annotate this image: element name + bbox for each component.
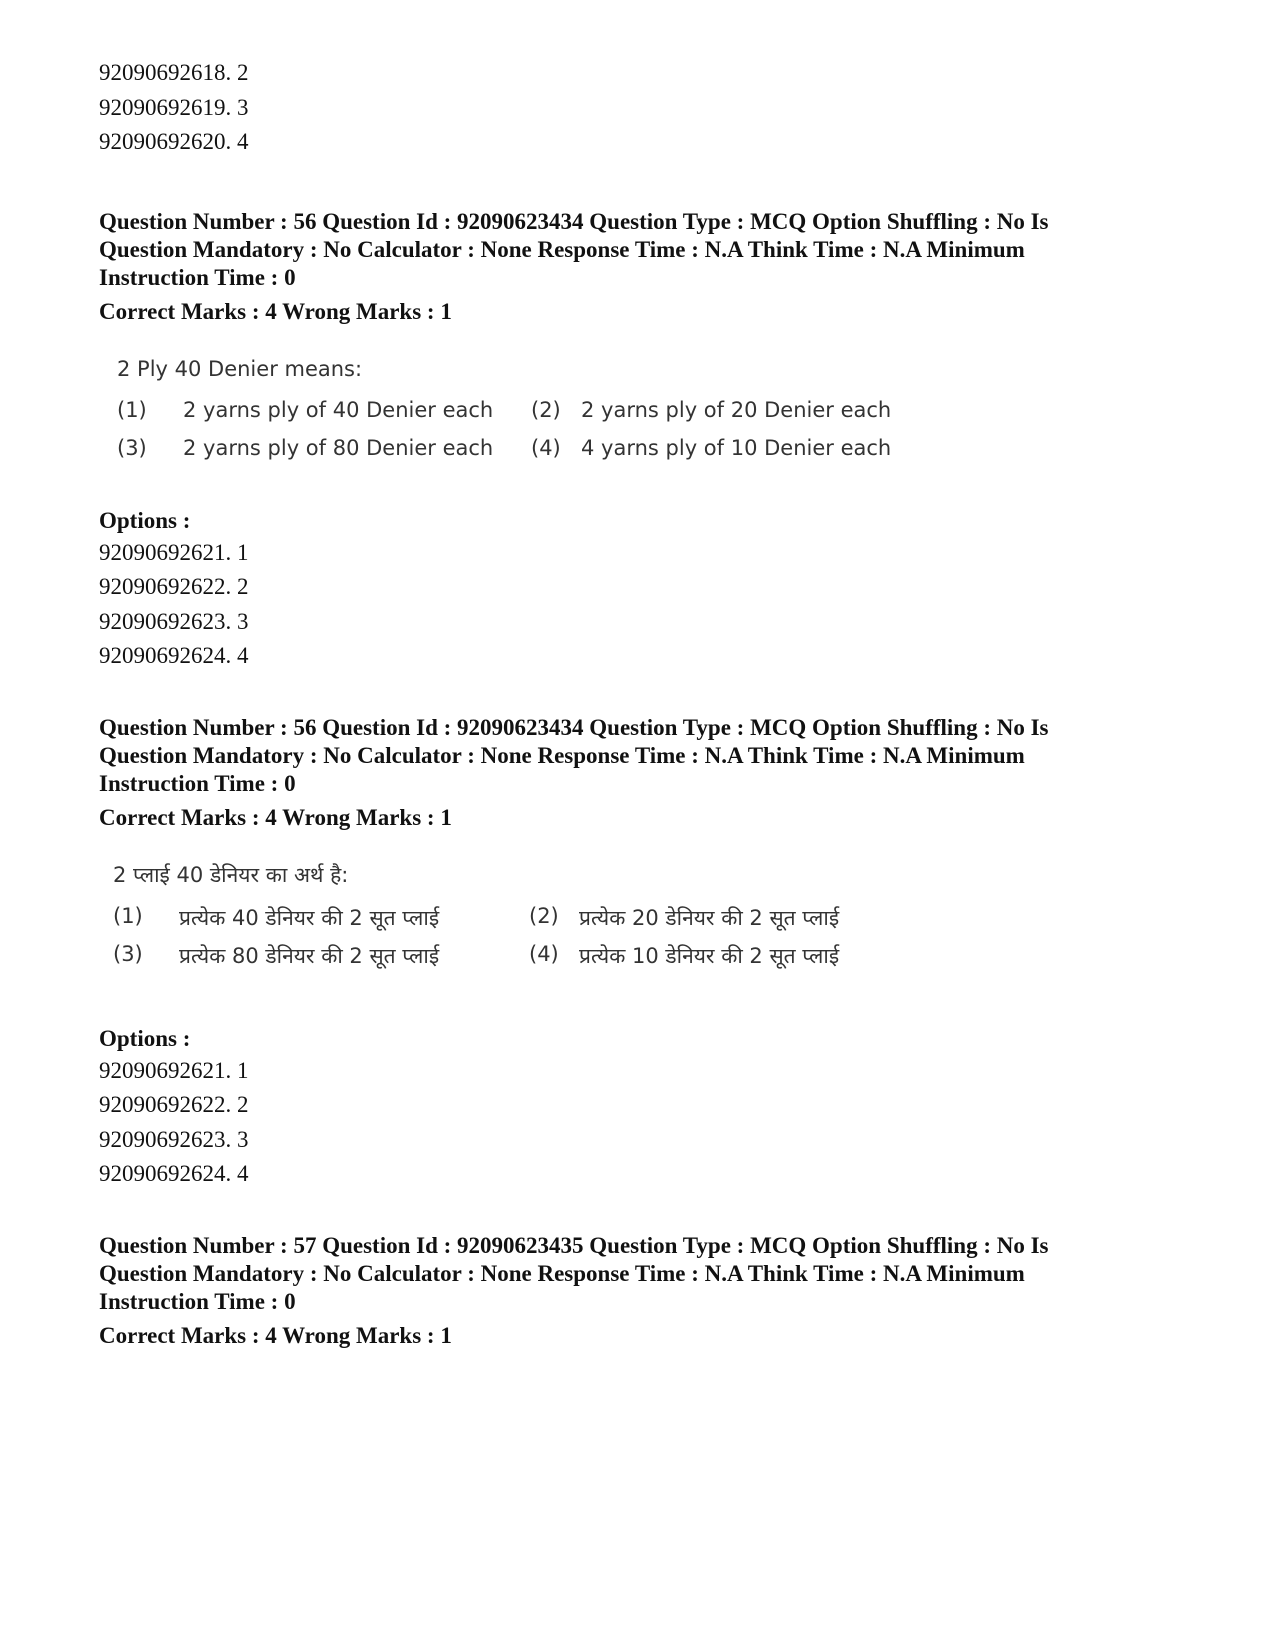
choice-2 xyxy=(529,904,839,932)
question-choices xyxy=(99,398,1179,478)
choice-text: प्रत्येक 10 डेनियर की 2 सूत प्लाई xyxy=(579,943,840,968)
choice-1 xyxy=(113,904,439,932)
option-line: 92090692620. 4 xyxy=(99,129,249,154)
option-line: 92090692619. 3 xyxy=(99,94,249,120)
question-header-line: Question Mandatory : No Calculator : None Response Time : N.A Think Time : N.A Minimum xyxy=(99,236,1025,262)
question-stem: 2 Ply 40 Denier means: xyxy=(117,356,363,381)
marks-line: Correct Marks : 4 Wrong Marks : 1 xyxy=(99,298,452,324)
option-line: 92090692621. 1 xyxy=(99,1057,249,1083)
choice-4 xyxy=(531,436,891,460)
question-block-56-hindi xyxy=(99,714,1179,1192)
option-line: 92090692622. 2 xyxy=(99,1092,249,1117)
question-header-line: Question Mandatory : No Calculator : None Response Time : N.A Think Time : N.A Minimum xyxy=(99,1260,1025,1286)
choice-number: (3) xyxy=(113,941,143,966)
document-page xyxy=(99,56,1179,1350)
choice-number: (4) xyxy=(529,941,559,966)
option-line: 92090692624. 4 xyxy=(99,1161,249,1186)
choice-3 xyxy=(113,942,439,970)
options-title: Options : xyxy=(99,507,191,533)
question-stem: 2 प्लाई 40 डेनियर का अर्थ है: xyxy=(113,862,349,887)
option-line: 92090692621. 1 xyxy=(99,539,249,565)
choice-text: 2 yarns ply of 40 Denier each xyxy=(183,397,494,422)
choice-number: (4) xyxy=(531,435,561,460)
choice-3 xyxy=(117,436,493,460)
question-header-line: Instruction Time : 0 xyxy=(99,1288,296,1314)
marks-line: Correct Marks : 4 Wrong Marks : 1 xyxy=(99,1322,452,1348)
question-header-line: Instruction Time : 0 xyxy=(99,770,296,796)
marks-line: Correct Marks : 4 Wrong Marks : 1 xyxy=(99,804,452,830)
option-line: 92090692618. 2 xyxy=(99,60,249,85)
choice-text: प्रत्येक 40 डेनियर की 2 सूत प्लाई xyxy=(179,905,440,930)
choice-text: प्रत्येक 20 डेनियर की 2 सूत प्लाई xyxy=(579,905,840,930)
question-header-line: Question Number : 56 Question Id : 92090623434 Question Type : MCQ Option Shuffling : No Is xyxy=(99,714,1049,740)
question-header-line: Question Mandatory : No Calculator : None Response Time : N.A Think Time : N.A Minimum xyxy=(99,742,1025,768)
choice-number: (1) xyxy=(117,397,147,422)
choice-4 xyxy=(529,942,839,970)
option-line: 92090692624. 4 xyxy=(99,643,249,668)
question-header-line: Instruction Time : 0 xyxy=(99,264,296,290)
options-title: Options : xyxy=(99,1025,191,1051)
question-header-line: Question Number : 56 Question Id : 92090623434 Question Type : MCQ Option Shuffling : No Is xyxy=(99,208,1049,234)
question-block-57 xyxy=(99,1232,1179,1350)
choice-text: 2 yarns ply of 80 Denier each xyxy=(183,435,494,460)
question-image xyxy=(99,354,1179,478)
previous-options-list xyxy=(99,56,1179,160)
choice-number: (2) xyxy=(531,397,561,422)
choice-number: (2) xyxy=(529,903,559,928)
choice-text: 4 yarns ply of 10 Denier each xyxy=(581,435,892,460)
choice-text: प्रत्येक 80 डेनियर की 2 सूत प्लाई xyxy=(179,943,440,968)
choice-number: (1) xyxy=(113,903,143,928)
question-image xyxy=(99,860,1179,984)
question-block-56-english xyxy=(99,208,1179,674)
option-line: 92090692623. 3 xyxy=(99,608,249,634)
option-line: 92090692622. 2 xyxy=(99,574,249,599)
question-header-line: Question Number : 57 Question Id : 92090623435 Question Type : MCQ Option Shuffling : No Is xyxy=(99,1232,1049,1258)
option-line: 92090692623. 3 xyxy=(99,1126,249,1152)
choice-2 xyxy=(531,398,891,422)
choice-1 xyxy=(117,398,493,422)
question-choices xyxy=(99,904,1179,984)
choice-number: (3) xyxy=(117,435,147,460)
choice-text: 2 yarns ply of 20 Denier each xyxy=(581,397,892,422)
